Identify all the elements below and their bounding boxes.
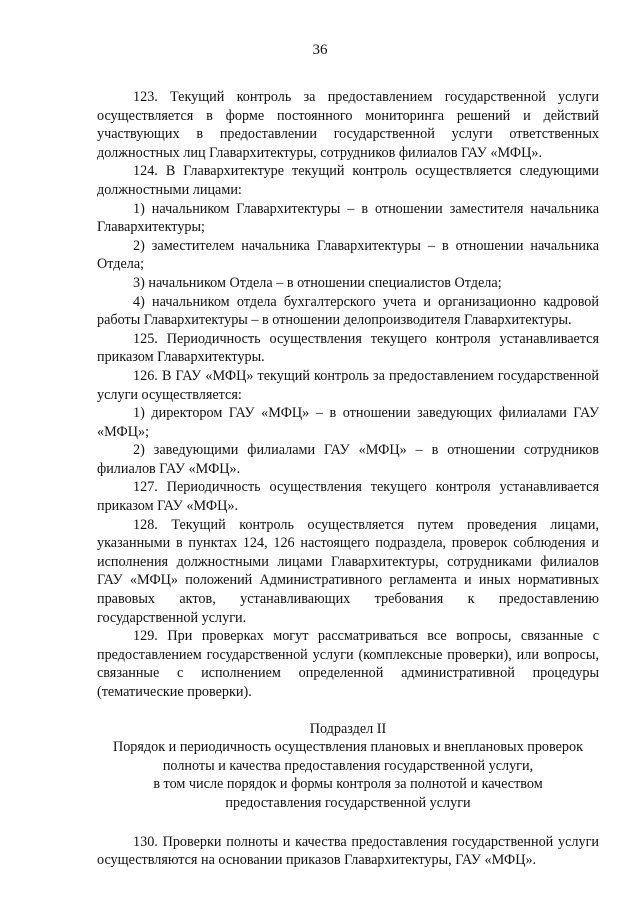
subsection-title: Подраздел II	[309, 720, 387, 737]
list-item-126-1: 1) директором ГАУ «МФЦ» – в отношении заведующих филиалами ГАУ «МФЦ»;	[97, 405, 599, 440]
document-body	[97, 88, 599, 870]
list-item-124-4: 4) начальником отдела бухгалтерского учета и организационно кадровой работы Главархитектуры – в отношении делопроизводителя Главархитектуры.	[97, 293, 599, 329]
list-item-124-1: 1) начальником Главархитектуры – в отношении заместителя начальника Главархитектуры;	[97, 200, 599, 236]
list-item-124-2: 2) заместителем начальника Главархитектуры – в отношении начальника Отдела;	[97, 237, 599, 273]
paragraph-129: 129. При проверках могут рассматриваться все вопросы, связанные с предоставлением государственной услуги (комплексные проверки), или вопросы, связанные с исполнением определенной административной процедуры (тематические проверки).	[97, 628, 599, 700]
subsection-heading: Порядок и периодичность осуществления плановых и внеплановых проверок полноты и качества предоставления государственной услуги, в том числе порядок и формы контроля за полнотой и качеством предоставления государственной услуги	[112, 739, 584, 811]
paragraph-127: 127. Периодичность осуществления текущего контроля устанавливается приказом ГАУ «МФЦ».	[97, 479, 599, 515]
paragraph-125: 125. Периодичность осуществления текущего контроля устанавливается приказом Главархитектуры.	[97, 330, 599, 366]
paragraph-123: 123. Текущий контроль за предоставлением государственной услуги осуществляется в форме постоянного мониторинга решений и действий участвующих в предоставлении государственной услуги ответственных должностных лиц Главархитектуры, сотрудников филиалов ГАУ «МФЦ».	[97, 89, 599, 161]
paragraph-124: 124. В Главархитектуре текущий контроль осуществляется следующими должностными лицами:	[97, 163, 599, 198]
paragraph-128: 128. Текущий контроль осуществляется путем проведения лицами, указанными в пунктах 124, 126 настоящего подраздела, проверок соблюдения и исполнения должностными лицами Главархитектуры, сотрудниками филиалов ГАУ «МФЦ» положений Административного регламента и иных нормативных правовых актов, устанавливающих требования к предоставлению государственной услуги.	[97, 516, 599, 626]
list-item-126-2: 2) заведующими филиалами ГАУ «МФЦ» – в отношении сотрудников филиалов ГАУ «МФЦ».	[97, 442, 599, 477]
paragraph-126: 126. В ГАУ «МФЦ» текущий контроль за предоставлением государственной услуги осуществляется:	[97, 367, 599, 403]
subsection-body	[97, 833, 599, 870]
page-number: 36	[312, 42, 328, 58]
paragraph-130: 130. Проверки полноты и качества предоставления государственной услуги осуществляются на основании приказов Главархитектуры, ГАУ «МФЦ».	[97, 833, 599, 869]
subsection-heading-block	[97, 720, 599, 813]
list-item-124-3: 3) начальником Отдела – в отношении специалистов Отдела;	[133, 274, 502, 291]
